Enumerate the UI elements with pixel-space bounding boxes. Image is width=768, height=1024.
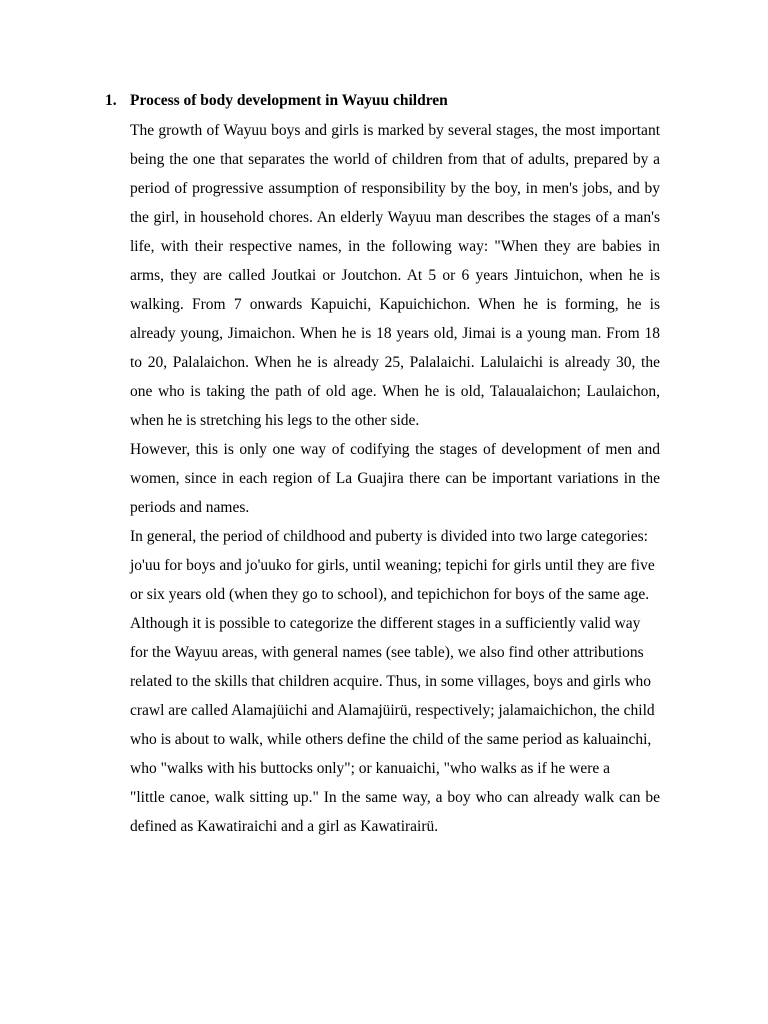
section-number: 1. bbox=[105, 92, 117, 109]
paragraph-childhood-categories: In general, the period of childhood and puberty is divided into two large categories: jo'uu for boys and jo'uuko for girls, until weaning; tepichi for girls until they are five or six years old (when they go to school), and tepichichon for boys of the same age. Although it is possible to categorize the different stages in a sufficiently valid way for the Wayuu areas, with general names (see table), we also find other attributions related to the skills that children acquire. Thus, in some villages, boys and girls who crawl are called Alamajüichi and Alamajüirü, respectively; jalamaichichon, the child who is about to walk, while others define the child of the same period as kaluainchi, who "walks with his buttocks only"; or kanuaichi, "who walks as if he were a bbox=[130, 528, 655, 777]
section-title: Process of body development in Wayuu children bbox=[130, 92, 448, 109]
paragraph-stages: The growth of Wayuu boys and girls is marked by several stages, the most important being the one that separates the world of children from that of adults, prepared by a period of progressive assumption of responsibility by the boy, in men's jobs, and by the girl, in household chores. An elderly Wayuu man describes the stages of a man's life, with their respective names, in the following way: "When they are babies in arms, they are called Joutkai or Joutchon. At 5 or 6 years Jintuichon, when he is walking. From 7 onwards Kapuichi, Kapuichichon. When he is forming, he is already young, Jimaichon. When he is 18 years old, Jimai is a young man. From 18 to 20, Palalaichon. When he is already 25, Palalaichi. Lalulaichi is already 30, the one who is taking the path of old age. When he is old, Talaualaichon; Laulaichon, when he is stretching his legs to the other side. bbox=[130, 122, 660, 429]
body-text bbox=[130, 116, 660, 841]
paragraph-little-canoe: "little canoe, walk sitting up." In the same way, a boy who can already walk can be defined as Kawatiraichi and a girl as Kawatirairü. bbox=[130, 789, 660, 835]
paragraph-codifying: However, this is only one way of codifying the stages of development of men and women, since in each region of La Guajira there can be important variations in the periods and names. bbox=[130, 441, 660, 516]
section-heading bbox=[105, 91, 448, 111]
